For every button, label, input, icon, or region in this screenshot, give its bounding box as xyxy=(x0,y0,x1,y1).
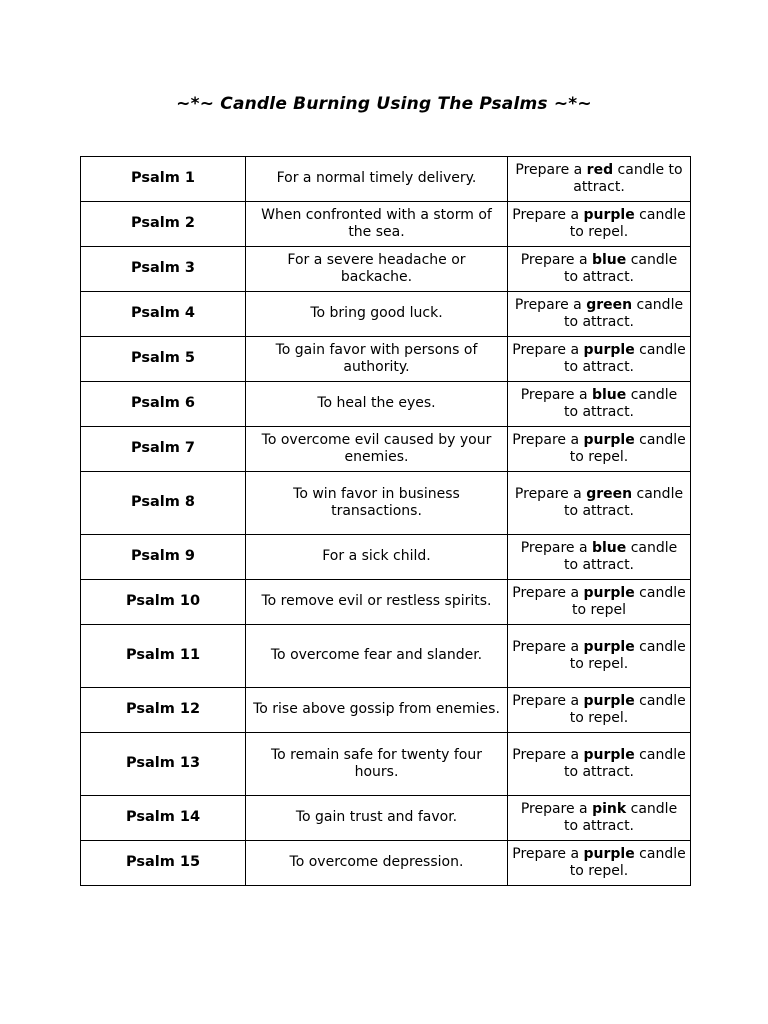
purpose-cell: To win favor in business transactions. xyxy=(246,472,508,535)
instruction-cell xyxy=(508,472,691,535)
instruction-suffix: candle to repel. xyxy=(569,431,686,465)
purpose-cell: For a sick child. xyxy=(246,535,508,580)
instruction-cell xyxy=(508,733,691,796)
instruction-prefix: Prepare a xyxy=(512,584,584,601)
candle-color: red xyxy=(586,161,614,178)
candle-color: green xyxy=(586,296,633,313)
table-row xyxy=(81,427,691,472)
purpose-cell: To overcome depression. xyxy=(246,841,508,886)
purpose-cell: To rise above gossip from enemies. xyxy=(246,688,508,733)
psalm-name-cell: Psalm 8 xyxy=(81,472,246,535)
table-row xyxy=(81,733,691,796)
page-title: ~*~ Candle Burning Using The Psalms ~*~ xyxy=(176,94,592,114)
candle-color: purple xyxy=(583,206,635,223)
purpose-cell: To overcome fear and slander. xyxy=(246,625,508,688)
instruction-suffix: candle to attract. xyxy=(563,296,684,330)
instruction-suffix: candle to attract. xyxy=(573,161,683,195)
candle-color: purple xyxy=(583,431,635,448)
candle-color: purple xyxy=(583,845,635,862)
psalm-name-cell: Psalm 14 xyxy=(81,796,246,841)
candle-color: pink xyxy=(592,800,627,817)
purpose-cell: To overcome evil caused by your enemies. xyxy=(246,427,508,472)
instruction-prefix: Prepare a xyxy=(512,431,584,448)
instruction-prefix: Prepare a xyxy=(520,251,592,268)
candle-color: purple xyxy=(583,341,635,358)
candle-color: purple xyxy=(583,584,635,601)
instruction-suffix: candle to attract. xyxy=(563,800,678,834)
instruction-suffix: candle to attract. xyxy=(563,386,678,420)
table-row xyxy=(81,535,691,580)
instruction-prefix: Prepare a xyxy=(512,746,584,763)
purpose-cell: To remove evil or restless spirits. xyxy=(246,580,508,625)
table-row xyxy=(81,841,691,886)
candle-color: blue xyxy=(591,386,627,403)
instruction-cell xyxy=(508,796,691,841)
instruction-suffix: candle to attract. xyxy=(563,746,686,780)
psalm-name-cell: Psalm 11 xyxy=(81,625,246,688)
candle-color: blue xyxy=(591,251,627,268)
instruction-prefix: Prepare a xyxy=(520,539,592,556)
psalm-name-cell: Psalm 1 xyxy=(81,157,246,202)
psalm-name-cell: Psalm 13 xyxy=(81,733,246,796)
instruction-suffix: candle to attract. xyxy=(563,251,678,285)
instruction-cell xyxy=(508,247,691,292)
psalm-name-cell: Psalm 9 xyxy=(81,535,246,580)
instruction-cell xyxy=(508,535,691,580)
purpose-cell: To gain trust and favor. xyxy=(246,796,508,841)
psalm-table xyxy=(80,156,691,886)
candle-color: blue xyxy=(591,539,627,556)
purpose-cell: To heal the eyes. xyxy=(246,382,508,427)
psalm-name-cell: Psalm 12 xyxy=(81,688,246,733)
purpose-cell: When confronted with a storm of the sea. xyxy=(246,202,508,247)
instruction-cell xyxy=(508,202,691,247)
psalm-name-cell: Psalm 10 xyxy=(81,580,246,625)
psalm-name-cell: Psalm 2 xyxy=(81,202,246,247)
purpose-cell: To gain favor with persons of authority. xyxy=(246,337,508,382)
table-row xyxy=(81,625,691,688)
instruction-suffix: candle to attract. xyxy=(563,341,686,375)
candle-color: purple xyxy=(583,638,635,655)
table-row xyxy=(81,580,691,625)
instruction-cell xyxy=(508,337,691,382)
table-row xyxy=(81,688,691,733)
instruction-suffix: candle to repel. xyxy=(569,692,686,726)
table-row xyxy=(81,247,691,292)
instruction-prefix: Prepare a xyxy=(512,638,584,655)
instruction-prefix: Prepare a xyxy=(512,845,584,862)
table-row xyxy=(81,796,691,841)
instruction-prefix: Prepare a xyxy=(512,692,584,709)
purpose-cell: To bring good luck. xyxy=(246,292,508,337)
instruction-prefix: Prepare a xyxy=(520,800,593,817)
table-row xyxy=(81,382,691,427)
table-row xyxy=(81,202,691,247)
instruction-suffix: candle to repel. xyxy=(569,845,686,879)
instruction-cell xyxy=(508,427,691,472)
instruction-suffix: candle to attract. xyxy=(563,485,684,519)
instruction-suffix: candle to repel xyxy=(572,584,686,618)
table-row xyxy=(81,472,691,535)
instruction-prefix: Prepare a xyxy=(512,206,584,223)
psalm-name-cell: Psalm 7 xyxy=(81,427,246,472)
instruction-cell xyxy=(508,625,691,688)
instruction-prefix: Prepare a xyxy=(515,161,587,178)
instruction-cell xyxy=(508,580,691,625)
instruction-suffix: candle to repel. xyxy=(569,638,686,672)
candle-color: purple xyxy=(583,692,635,709)
table-row xyxy=(81,337,691,382)
instruction-cell xyxy=(508,841,691,886)
instruction-suffix: candle to repel. xyxy=(569,206,686,240)
instruction-cell xyxy=(508,292,691,337)
purpose-cell: To remain safe for twenty four hours. xyxy=(246,733,508,796)
candle-color: purple xyxy=(583,746,635,763)
instruction-cell xyxy=(508,382,691,427)
psalm-name-cell: Psalm 6 xyxy=(81,382,246,427)
instruction-prefix: Prepare a xyxy=(514,296,587,313)
candle-color: green xyxy=(586,485,633,502)
psalm-name-cell: Psalm 15 xyxy=(81,841,246,886)
psalm-name-cell: Psalm 3 xyxy=(81,247,246,292)
purpose-cell: For a severe headache or backache. xyxy=(246,247,508,292)
table-row xyxy=(81,157,691,202)
purpose-cell: For a normal timely delivery. xyxy=(246,157,508,202)
table-row xyxy=(81,292,691,337)
instruction-prefix: Prepare a xyxy=(520,386,592,403)
instruction-prefix: Prepare a xyxy=(514,485,587,502)
instruction-cell xyxy=(508,688,691,733)
instruction-prefix: Prepare a xyxy=(512,341,584,358)
psalm-name-cell: Psalm 5 xyxy=(81,337,246,382)
psalm-name-cell: Psalm 4 xyxy=(81,292,246,337)
instruction-cell xyxy=(508,157,691,202)
instruction-suffix: candle to attract. xyxy=(563,539,678,573)
